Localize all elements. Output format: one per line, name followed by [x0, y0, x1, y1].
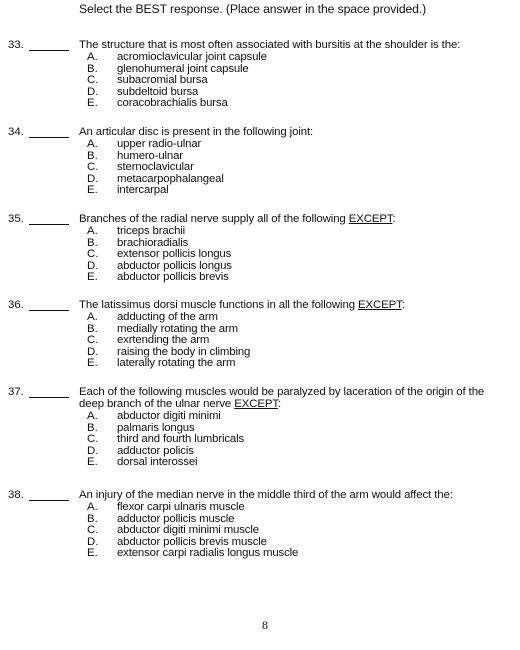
question-number: 35.	[8, 213, 24, 225]
option-d: D. abductor pollicis brevis muscle	[87, 535, 267, 548]
question-number: 37.	[8, 386, 24, 398]
option-e: E. laterally rotating the arm	[87, 357, 236, 370]
except-emphasis: EXCEPT	[234, 397, 278, 410]
option-b: B. humero-ulnar	[87, 149, 183, 162]
question-stem: An articular disc is present in the following joint:	[79, 126, 314, 138]
option-e: E. intercarpal	[87, 184, 169, 197]
option-a: A. triceps brachii	[87, 225, 186, 237]
option-a: A. upper radio-ulnar	[87, 138, 202, 150]
option-b: B. brachioradialis	[87, 236, 189, 249]
option-d: D. subdeltoid bursa	[87, 85, 199, 98]
option-b: B. adductor pollicis muscle	[87, 512, 235, 525]
option-b: B. palmaris longus	[87, 421, 195, 434]
option-e: E. abductor pollicis brevis	[87, 271, 229, 284]
option-d: D. raising the body in climbing	[87, 345, 251, 358]
option-e: E. dorsal interossei	[87, 456, 198, 469]
option-a: A. adducting of the arm	[87, 311, 218, 323]
answer-blank[interactable]	[29, 137, 69, 138]
answer-blank[interactable]	[29, 224, 69, 225]
answer-blank[interactable]	[29, 397, 69, 398]
page-number: 8	[262, 618, 268, 632]
option-e: E. coracobrachialis bursa	[87, 97, 228, 110]
option-c: C. exrtending the arm	[87, 334, 210, 347]
option-c: C. extensor pollicis longus	[87, 248, 232, 261]
option-b: B. glenohumeral joint capsule	[87, 62, 249, 75]
except-emphasis: EXCEPT	[358, 299, 402, 311]
option-b: B. medially rotating the arm	[87, 322, 238, 335]
option-a: A. abductor digiti minimi	[87, 410, 221, 422]
question-number: 38.	[8, 489, 24, 501]
option-c: C. third and fourth lumbricals	[87, 433, 245, 446]
option-c: C. sternoclavicular	[87, 161, 194, 174]
question-stem: The latissimus dorsi muscle functions in all the following EXCEPT:	[79, 299, 405, 311]
question-number: 34.	[8, 126, 24, 138]
question-stem: The structure that is most often associated with bursitis at the shoulder is the:	[79, 39, 461, 51]
option-d: D. adductor policis	[87, 444, 194, 457]
question-stem: Each of the following muscles would be paralyzed by laceration of the origin of the deep branch of the ulnar nerve EXCEPT:	[79, 386, 485, 410]
question-number: 36.	[8, 299, 24, 311]
option-d: D. metacarpophalangeal	[87, 172, 224, 185]
answer-blank[interactable]	[29, 310, 69, 311]
question-number: 33.	[8, 39, 24, 51]
question-stem: An injury of the median nerve in the middle third of the arm would affect the:	[79, 489, 453, 501]
option-e: E. extensor carpi radialis longus muscle	[87, 547, 299, 560]
option-c: C. subacromial bursa	[87, 74, 208, 87]
option-a: A. flexor carpi ulnaris muscle	[87, 501, 245, 513]
option-a: A. acromioclavicular joint capsule	[87, 51, 267, 63]
option-c: C. abductor digiti minimi muscle	[87, 524, 259, 537]
question-stem: Branches of the radial nerve supply all of the following EXCEPT:	[79, 213, 396, 225]
option-d: D. abductor pollicis longus	[87, 259, 232, 272]
except-emphasis: EXCEPT	[348, 213, 393, 225]
answer-blank[interactable]	[29, 50, 69, 51]
instructions: Select the BEST response. (Place answer in the space provided.)	[79, 2, 427, 16]
answer-blank[interactable]	[29, 500, 69, 501]
